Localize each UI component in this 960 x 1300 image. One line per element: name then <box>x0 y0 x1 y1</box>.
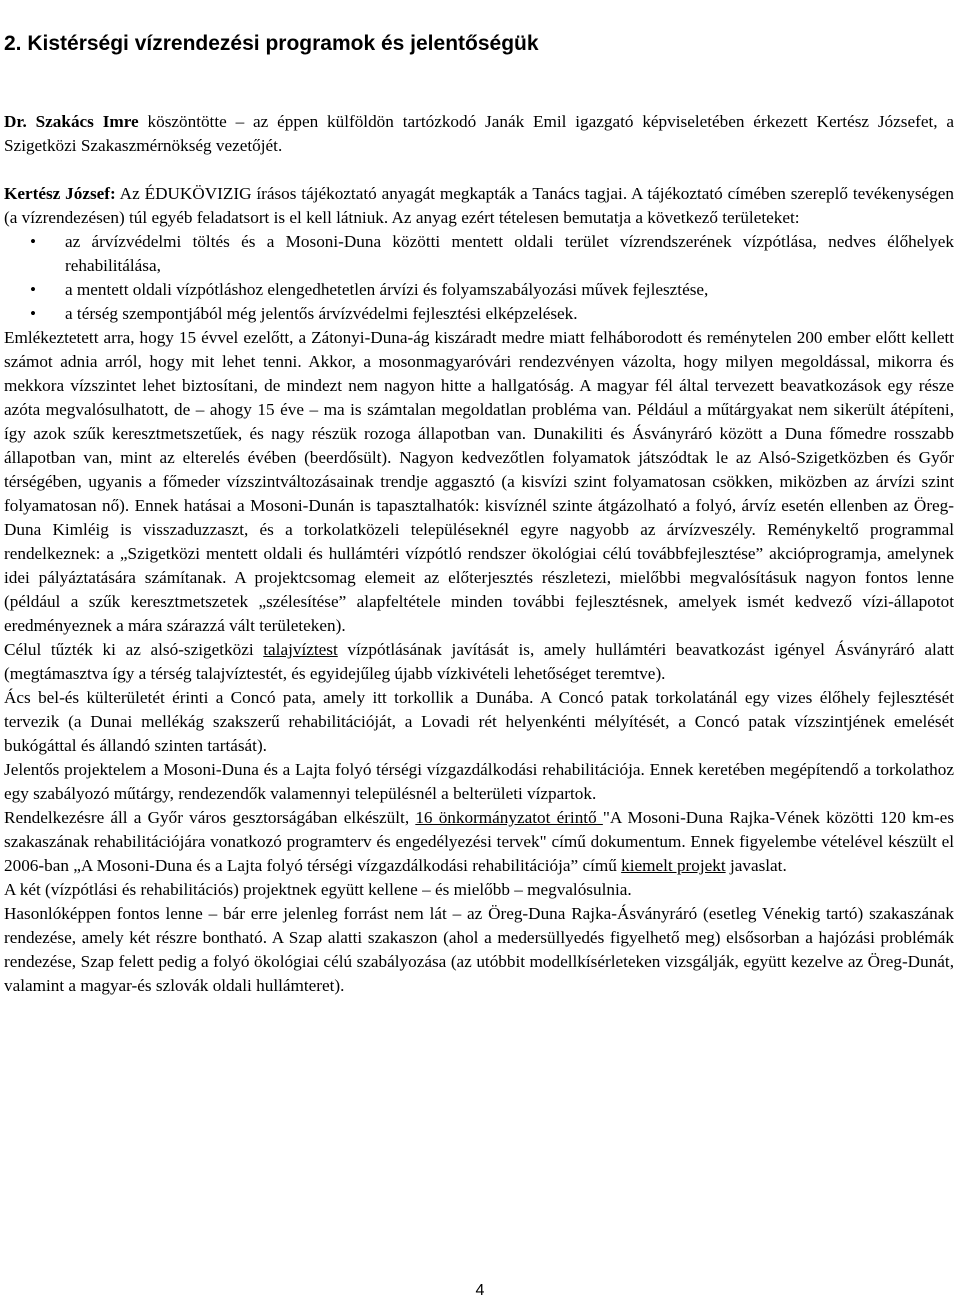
list-item: • a térség szempontjából még jelentős árvízvédelmi fejlesztési elképzelések. <box>4 302 954 326</box>
underlined-term: 16 önkormányzatot érintő <box>415 808 603 827</box>
paragraph-intro <box>4 110 954 158</box>
paragraph-two-projects: A két (vízpótlási és rehabilitációs) projektnek együtt kellene – és mielőbb – megvalósulnia. <box>4 880 632 899</box>
paragraph-text: Az ÉDUKÖVIZIG írásos tájékoztató anyagát megkapták a Tanács tagjai. A tájékoztató címében szereplő tevékenységen (a vízrendezésen) túl egyéb feladatsort is el kell látniuk. Az anyag ezért tételesen bemutatja a következő területeket: <box>4 184 954 227</box>
paragraph-acs: Ács bel-és külterületét érinti a Concó pata, amely itt torkollik a Dunába. A Concó patak torkolatánál egy vizes élőhely fejlesztését tervezik (a Dunai mellékág szakszerű rehabilitációját, a Lovadi rét helyenkénti mélyítését, a Concó patak vízszintjének emelését bukógáttal és állandó szinten tartását). <box>4 688 954 755</box>
paragraph-history: Emlékeztetett arra, hogy 15 évvel ezelőtt, a Zátonyi-Duna-ág kiszáradt medre miatt felháborodott és reménytelen 200 ember előtt kellett számot adnia arról, hogy mit lehet tenni. Akkor, a mosonmagyaróvári rendezvényen vázolta, hogy milyen megoldással, mikorra és mekkora vízszintet lehet biztosítani, de mindezt nem nagyon hitte a hallgatóság. A magyar fél által tervezett beavatkozások egy része azóta megvalósulhatott, de – ahogy 15 éve – ma is számtalan megoldatlan probléma van. Például a műtárgyakat nem sikerült átépíteni, így azok szűk keresztmetszetűek, és nagy részük rozoga állapotban van. Dunakiliti és Ásványráró között a Duna főmedre rosszabb állapotban van, mint az elterelés évében (beerdősült). Nagyon kedvezőtlen folyamatok játszódtak le az Alsó-Szigetközben és Győr térségében, ugyanis a főmeder vízszintváltozásainak trendje aggasztó (a kisvízi szint folyamatosan csökken, miközben az árvízi szint folyamatosan nő). Ennek hatásai a Mosoni-Dunán is tapasztalhatók: kisvíznél szinte átgázolható a folyó, árvíz esetén ellenben az Öreg-Duna Kimléig is visszaduzzaszt, és a torkolatközeli településeknél egyre nagyobb az árvízveszély. Reménykeltő programmal rendelkeznek: a „Szigetközi mentett oldali és hullámtéri vízpótló rendszer ökológiai célú továbbfejlesztése” akcióprogramja, amelynek idei pályáztatására számítanak. A projektcsomag elemeit az előterjesztés részletezi, mielőbbi megvalósításuk nagyon fontos lenne (például a szűk keresztmetszetek „szélesítése” alapfeltétele minden további fejlesztésnek, amelyek ismét kedvező vízi-állapotot eredményeznek a mára szárazzá vált területeken). <box>4 328 954 635</box>
paragraph-kertesz <box>4 182 954 230</box>
section-heading: 2. Kistérségi vízrendezési programok és jelentőségük <box>4 32 539 55</box>
document-body <box>4 110 954 998</box>
paragraph-oreg-duna: Hasonlóképpen fontos lenne – bár erre jelenleg forrást nem lát – az Öreg-Duna Rajka-Ásványráró (esetleg Vénekig tartó) szakaszának rendezése, amely két részre bontható. A Szap alatti szakaszon (ahol a medersüllyedés figyelhető meg) elsősorban a hajózási problémák rendezése, Szap felett pedig a folyó ökológiai célú szabályozása (az utóbbit modellkísérleteken vizsgálják, együtt kezelve az Öreg-Dunát, valamint a magyar-és szlovák oldali hullámteret). <box>4 904 954 995</box>
bullet-icon: • <box>30 232 37 251</box>
speaker-name: Dr. Szakács Imre <box>4 112 139 131</box>
bullet-list <box>4 230 954 326</box>
bullet-icon: • <box>30 280 37 299</box>
paragraph-groundwater: Célul tűzték ki az alsó-szigetközi talajvíztest vízpótlásának javítását is, amely hullámtéri beavatkozást igényel Ásványráró alatt (megtámasztva így a térség talajvíztestét, és egyidejűleg újabb vízkivételi lehetőséget teremtve). <box>4 640 954 683</box>
speaker-name: Kertész József: <box>4 184 116 203</box>
bullet-icon: • <box>30 304 37 323</box>
paragraph-text: köszöntötte – az éppen külföldön tartózkodó Janák Emil igazgató képviseletében érkezett Kertész Józsefet, a Szigetközi Szakaszmérnökség vezetőjét. <box>4 112 954 155</box>
paragraph-gyor: Rendelkezésre áll a Győr város gesztorságában elkészült, 16 önkormányzatot érintő "A Mosoni-Duna Rajka-Vének közötti 120 km-es szakaszának rehabilitációjára vonatkozó programterv és engedélyezési tervek" című dokumentum. Ennek figyelembe vételével készült el 2006-ban „A Mosoni-Duna és a Lajta folyó térségi vízgazdálkodási rehabilitációja” című kiemelt projekt javaslat. <box>4 808 955 875</box>
underlined-term: kiemelt projekt <box>621 856 726 875</box>
page-number: 4 <box>475 1282 485 1299</box>
underlined-term: talajvíztest <box>263 640 338 659</box>
paragraph-mosoni-duna: Jelentős projektelem a Mosoni-Duna és a Lajta folyó térségi vízgazdálkodási rehabilitációja. Ennek keretében megépítendő a torkolathoz egy szabályozó műtárgy, rendezendők valamennyi településnél a belterületi vízpartok. <box>4 760 954 803</box>
list-item: • a mentett oldali vízpótláshoz elengedhetetlen árvízi és folyamszabályozási művek fejlesztése, <box>4 278 954 302</box>
list-item: • az árvízvédelmi töltés és a Mosoni-Duna közötti mentett oldali terület vízrendszerének vízpótlása, nedves élőhelyek rehabilitálása, <box>30 232 954 275</box>
